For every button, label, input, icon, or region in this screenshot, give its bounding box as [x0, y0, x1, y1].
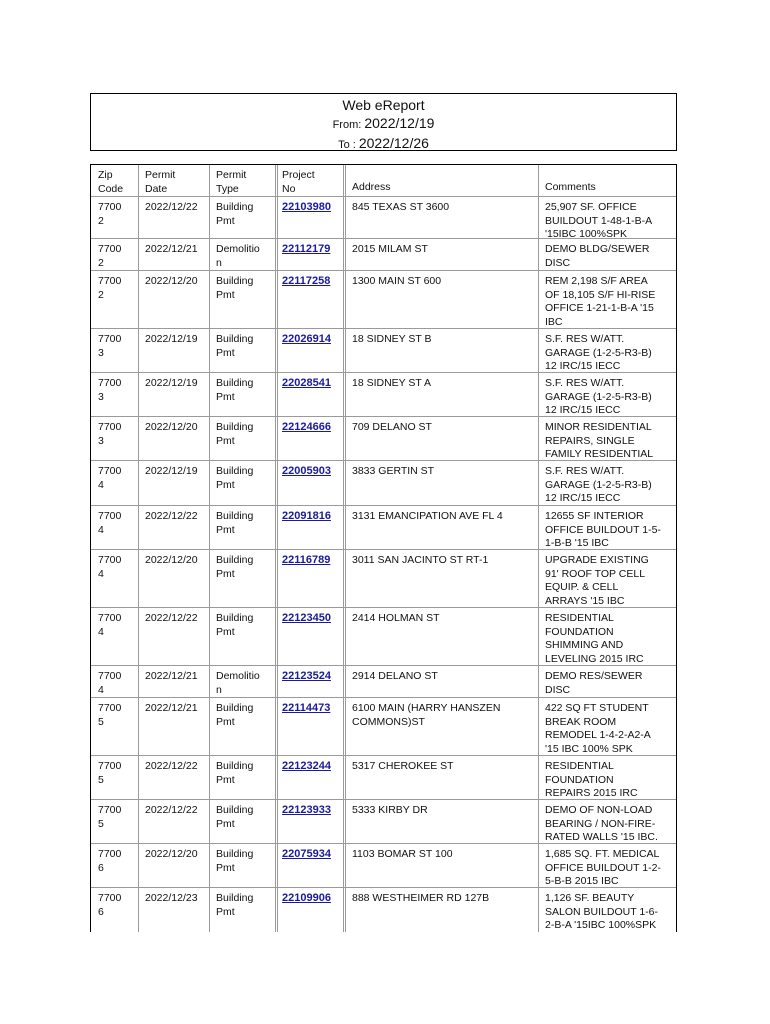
zip-cell: 7700 6: [98, 848, 122, 874]
project-cell: [275, 373, 345, 416]
type-cell: Building Pmt: [216, 201, 254, 227]
zip-cell: 7700 5: [98, 804, 122, 830]
project-cell: [275, 608, 345, 665]
type-cell: Building Pmt: [216, 848, 254, 874]
project-cell: [275, 461, 345, 505]
type-cell: Demolitio n: [216, 243, 260, 269]
comments-cell: RESIDENTIAL FOUNDATION REPAIRS 2015 IRC: [545, 760, 638, 799]
project-link[interactable]: 22028541: [282, 377, 331, 389]
type-cell: Building Pmt: [216, 465, 254, 491]
zip-cell: 7700 3: [98, 333, 122, 359]
comments-cell: S.F. RES W/ATT. GARAGE (1-2-5-R3-B) 12 IRC/15 IECC: [545, 377, 652, 416]
comments-cell: 12655 SF INTERIOR OFFICE BUILDOUT 1-5- 1-B-B '15 IBC: [545, 510, 661, 549]
comments-cell: DEMO OF NON-LOAD BEARING / NON-FIRE- RATED WALLS '15 IBC.: [545, 804, 658, 843]
table-row: [91, 843, 676, 887]
date-cell: 2022/12/19: [145, 333, 198, 345]
project-link[interactable]: 22123524: [282, 670, 331, 682]
date-cell: 2022/12/20: [145, 848, 198, 860]
table-row: [91, 755, 676, 799]
project-cell: [275, 239, 345, 270]
table-row: [91, 665, 676, 697]
from-line: [91, 114, 676, 134]
zip-cell: 7700 4: [98, 510, 122, 536]
zip-cell: 7700 5: [98, 702, 122, 728]
project-link[interactable]: 22005903: [282, 465, 331, 477]
table-row: [91, 607, 676, 665]
comments-cell: UPGRADE EXISTING 91' ROOF TOP CELL EQUIP. & CELL ARRAYS '15 IBC: [545, 554, 649, 607]
date-cell: 2022/12/22: [145, 510, 198, 522]
project-cell: [275, 506, 345, 549]
project-link[interactable]: 22112179: [282, 243, 331, 255]
table-row: [91, 799, 676, 843]
type-cell: Building Pmt: [216, 333, 254, 359]
comments-cell: S.F. RES W/ATT. GARAGE (1-2-5-R3-B) 12 IRC/15 IECC: [545, 333, 652, 372]
project-cell: [275, 329, 345, 372]
project-cell: [275, 666, 345, 697]
zip-cell: 7700 3: [98, 421, 122, 447]
date-cell: 2022/12/21: [145, 670, 198, 682]
zip-cell: 7700 4: [98, 670, 122, 696]
address-cell: 5333 KIRBY DR: [352, 804, 428, 816]
date-cell: 2022/12/22: [145, 201, 198, 213]
type-cell: Demolitio n: [216, 670, 260, 696]
project-link[interactable]: 22123933: [282, 804, 331, 816]
type-cell: Building Pmt: [216, 554, 254, 580]
to-label: To :: [338, 139, 356, 151]
project-link[interactable]: 22123450: [282, 612, 331, 624]
address-cell: 18 SIDNEY ST B: [352, 333, 432, 345]
project-cell: [275, 550, 345, 607]
address-cell: 888 WESTHEIMER RD 127B: [352, 892, 490, 904]
comments-cell: DEMO BLDG/SEWER DISC: [545, 243, 650, 269]
table-row: [91, 372, 676, 416]
from-label: From:: [332, 119, 362, 131]
permits-table: [90, 164, 677, 932]
type-cell: Building Pmt: [216, 804, 254, 830]
zip-cell: 7700 2: [98, 243, 122, 269]
table-row: [91, 238, 676, 270]
project-link[interactable]: 22116789: [282, 554, 331, 566]
zip-cell: 7700 2: [98, 201, 122, 227]
project-cell: [275, 844, 345, 887]
header-project-no: Project No: [282, 169, 315, 195]
header-permit-date: Permit Date: [145, 169, 176, 195]
address-cell: 3011 SAN JACINTO ST RT-1: [352, 554, 489, 566]
address-cell: 2414 HOLMAN ST: [352, 612, 440, 624]
date-cell: 2022/12/22: [145, 804, 198, 816]
table-row: [91, 697, 676, 755]
to-date: 2022/12/26: [358, 135, 429, 151]
type-cell: Building Pmt: [216, 612, 254, 638]
type-cell: Building Pmt: [216, 510, 254, 536]
address-cell: 845 TEXAS ST 3600: [352, 201, 450, 213]
zip-cell: 7700 4: [98, 612, 122, 638]
project-link[interactable]: 22075934: [282, 848, 331, 860]
project-cell: [275, 271, 345, 328]
address-cell: 3833 GERTIN ST: [352, 465, 435, 477]
project-link[interactable]: 22124666: [282, 421, 331, 433]
type-cell: Building Pmt: [216, 421, 254, 447]
type-cell: Building Pmt: [216, 275, 254, 301]
project-cell: [275, 197, 345, 238]
date-cell: 2022/12/19: [145, 465, 198, 477]
date-cell: 2022/12/20: [145, 554, 198, 566]
zip-cell: 7700 2: [98, 275, 122, 301]
date-cell: 2022/12/20: [145, 421, 198, 433]
comments-cell: 25,907 SF. OFFICE BUILDOUT 1-48-1-B-A '15IBC 100%SPK: [545, 201, 653, 240]
from-date: 2022/12/19: [364, 115, 435, 131]
date-cell: 2022/12/19: [145, 377, 198, 389]
comments-cell: S.F. RES W/ATT. GARAGE (1-2-5-R3-B) 12 IRC/15 IECC: [545, 465, 652, 504]
project-link[interactable]: 22114473: [282, 702, 331, 714]
zip-cell: 7700 6: [98, 892, 122, 918]
project-cell: [275, 417, 345, 460]
address-cell: 6100 MAIN (HARRY HANSZEN COMMONS)ST: [352, 702, 501, 728]
project-cell: [275, 698, 345, 755]
comments-cell: RESIDENTIAL FOUNDATION SHIMMING AND LEVELING 2015 IRC: [545, 612, 644, 665]
table-row: [91, 328, 676, 372]
address-cell: 2914 DELANO ST: [352, 670, 438, 682]
project-cell: [275, 756, 345, 799]
table-row: [91, 460, 676, 505]
project-link[interactable]: 22103980: [282, 201, 331, 213]
table-row: [91, 196, 676, 238]
date-cell: 2022/12/22: [145, 760, 198, 772]
report-header: [90, 93, 677, 151]
table-row: [91, 549, 676, 607]
address-cell: 18 SIDNEY ST A: [352, 377, 431, 389]
table-header-row: [91, 165, 676, 196]
address-cell: 1103 BOMAR ST 100: [352, 848, 453, 860]
address-cell: 709 DELANO ST: [352, 421, 432, 433]
project-cell: [275, 888, 345, 932]
zip-cell: 7700 4: [98, 465, 122, 491]
header-zip-code: Zip Code: [98, 169, 124, 195]
date-cell: 2022/12/22: [145, 612, 198, 624]
to-line: [91, 134, 676, 154]
table-row: [91, 416, 676, 460]
comments-cell: DEMO RES/SEWER DISC: [545, 670, 643, 696]
table-row: [91, 270, 676, 328]
zip-cell: 7700 3: [98, 377, 122, 403]
header-permit-type: Permit Type: [216, 169, 247, 195]
type-cell: Building Pmt: [216, 760, 254, 786]
project-link[interactable]: 22109906: [282, 892, 331, 904]
type-cell: Building Pmt: [216, 892, 254, 918]
zip-cell: 7700 4: [98, 554, 122, 580]
project-link[interactable]: 22123244: [282, 760, 331, 772]
header-comments: Comments: [545, 181, 596, 193]
comments-cell: REM 2,198 S/F AREA OF 18,105 S/F HI-RISE OFFICE 1-21-1-B-A '15 IBC: [545, 275, 656, 328]
type-cell: Building Pmt: [216, 377, 254, 403]
date-cell: 2022/12/23: [145, 892, 198, 904]
date-cell: 2022/12/21: [145, 702, 198, 714]
header-address: Address: [352, 181, 391, 193]
address-cell: 3131 EMANCIPATION AVE FL 4: [352, 510, 503, 522]
report-title: Web eReport: [342, 97, 425, 113]
comments-cell: 422 SQ FT STUDENT BREAK ROOM REMODEL 1-4-2-A2-A '15 IBC 100% SPK: [545, 702, 651, 755]
project-link[interactable]: 22091816: [282, 510, 331, 522]
table-row: [91, 887, 676, 932]
project-link[interactable]: 22117258: [282, 275, 331, 287]
date-cell: 2022/12/20: [145, 275, 198, 287]
zip-cell: 7700 5: [98, 760, 122, 786]
comments-cell: MINOR RESIDENTIAL REPAIRS, SINGLE FAMILY RESIDENTIAL: [545, 421, 654, 460]
type-cell: Building Pmt: [216, 702, 254, 728]
comments-cell: 1,685 SQ. FT. MEDICAL OFFICE BUILDOUT 1-2- 5-B-B 2015 IBC: [545, 848, 661, 887]
table-row: [91, 505, 676, 549]
address-cell: 2015 MILAM ST: [352, 243, 428, 255]
date-cell: 2022/12/21: [145, 243, 198, 255]
project-link[interactable]: 22026914: [282, 333, 331, 345]
project-cell: [275, 800, 345, 843]
address-cell: 5317 CHEROKEE ST: [352, 760, 454, 772]
address-cell: 1300 MAIN ST 600: [352, 275, 442, 287]
comments-cell: 1,126 SF. BEAUTY SALON BUILDOUT 1-6- 2-B-A '15IBC 100%SPK: [545, 892, 659, 931]
